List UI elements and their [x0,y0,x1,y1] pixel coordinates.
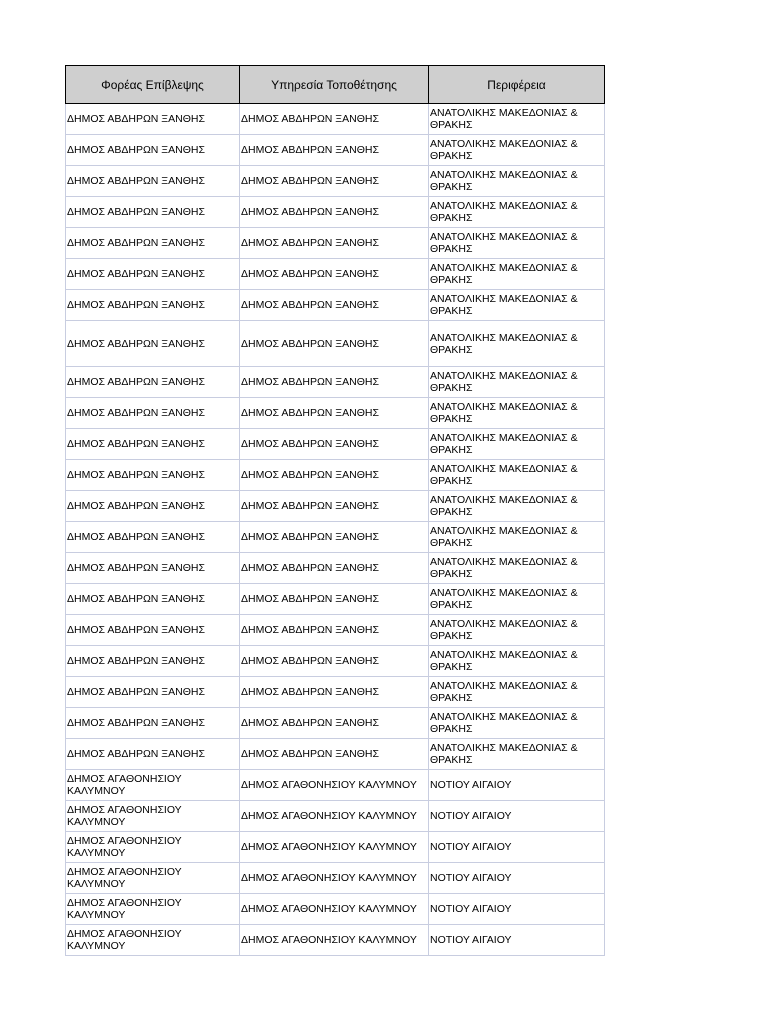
cell-foreas: ΔΗΜΟΣ ΑΓΑΘΟΝΗΣΙΟΥ ΚΑΛΥΜΝΟΥ [66,863,240,894]
cell-ypiresia: ΔΗΜΟΣ ΑΒΔΗΡΩΝ ΞΑΝΘΗΣ [240,584,429,615]
table-row [66,460,605,491]
cell-ypiresia: ΔΗΜΟΣ ΑΓΑΘΟΝΗΣΙΟΥ ΚΑΛΥΜΝΟΥ [240,801,429,832]
cell-ypiresia: ΔΗΜΟΣ ΑΒΔΗΡΩΝ ΞΑΝΘΗΣ [240,398,429,429]
table-row [66,259,605,290]
table-row [66,166,605,197]
cell-ypiresia: ΔΗΜΟΣ ΑΒΔΗΡΩΝ ΞΑΝΘΗΣ [240,460,429,491]
cell-perifereia: ΝΟΤΙΟΥ ΑΙΓΑΙΟΥ [429,925,605,956]
cell-perifereia: ΑΝΑΤΟΛΙΚΗΣ ΜΑΚΕΔΟΝΙΑΣ & ΘΡΑΚΗΣ [429,290,605,321]
cell-ypiresia: ΔΗΜΟΣ ΑΒΔΗΡΩΝ ΞΑΝΘΗΣ [240,708,429,739]
cell-perifereia: ΑΝΑΤΟΛΙΚΗΣ ΜΑΚΕΔΟΝΙΑΣ & ΘΡΑΚΗΣ [429,615,605,646]
table-row [66,677,605,708]
cell-ypiresia: ΔΗΜΟΣ ΑΒΔΗΡΩΝ ΞΑΝΘΗΣ [240,491,429,522]
cell-foreas: ΔΗΜΟΣ ΑΒΔΗΡΩΝ ΞΑΝΘΗΣ [66,615,240,646]
cell-ypiresia: ΔΗΜΟΣ ΑΓΑΘΟΝΗΣΙΟΥ ΚΑΛΥΜΝΟΥ [240,925,429,956]
cell-foreas: ΔΗΜΟΣ ΑΒΔΗΡΩΝ ΞΑΝΘΗΣ [66,104,240,135]
cell-foreas: ΔΗΜΟΣ ΑΒΔΗΡΩΝ ΞΑΝΘΗΣ [66,708,240,739]
cell-perifereia: ΑΝΑΤΟΛΙΚΗΣ ΜΑΚΕΔΟΝΙΑΣ & ΘΡΑΚΗΣ [429,708,605,739]
header-ypiresia: Υπηρεσία Τοποθέτησης [240,66,429,104]
table-row [66,925,605,956]
table-row [66,104,605,135]
cell-foreas: ΔΗΜΟΣ ΑΒΔΗΡΩΝ ΞΑΝΘΗΣ [66,398,240,429]
cell-ypiresia: ΔΗΜΟΣ ΑΒΔΗΡΩΝ ΞΑΝΘΗΣ [240,429,429,460]
table-row [66,615,605,646]
cell-perifereia: ΝΟΤΙΟΥ ΑΙΓΑΙΟΥ [429,770,605,801]
cell-perifereia: ΑΝΑΤΟΛΙΚΗΣ ΜΑΚΕΔΟΝΙΑΣ & ΘΡΑΚΗΣ [429,398,605,429]
cell-foreas: ΔΗΜΟΣ ΑΒΔΗΡΩΝ ΞΑΝΘΗΣ [66,522,240,553]
cell-foreas: ΔΗΜΟΣ ΑΒΔΗΡΩΝ ΞΑΝΘΗΣ [66,646,240,677]
cell-perifereia: ΝΟΤΙΟΥ ΑΙΓΑΙΟΥ [429,863,605,894]
table-row [66,863,605,894]
cell-perifereia: ΝΟΤΙΟΥ ΑΙΓΑΙΟΥ [429,801,605,832]
table-row [66,321,605,367]
cell-perifereia: ΑΝΑΤΟΛΙΚΗΣ ΜΑΚΕΔΟΝΙΑΣ & ΘΡΑΚΗΣ [429,460,605,491]
cell-perifereia: ΑΝΑΤΟΛΙΚΗΣ ΜΑΚΕΔΟΝΙΑΣ & ΘΡΑΚΗΣ [429,429,605,460]
cell-ypiresia: ΔΗΜΟΣ ΑΓΑΘΟΝΗΣΙΟΥ ΚΑΛΥΜΝΟΥ [240,832,429,863]
cell-perifereia: ΑΝΑΤΟΛΙΚΗΣ ΜΑΚΕΔΟΝΙΑΣ & ΘΡΑΚΗΣ [429,166,605,197]
cell-perifereia: ΑΝΑΤΟΛΙΚΗΣ ΜΑΚΕΔΟΝΙΑΣ & ΘΡΑΚΗΣ [429,739,605,770]
table-row [66,646,605,677]
cell-perifereia: ΑΝΑΤΟΛΙΚΗΣ ΜΑΚΕΔΟΝΙΑΣ & ΘΡΑΚΗΣ [429,646,605,677]
table-row [66,739,605,770]
cell-perifereia: ΑΝΑΤΟΛΙΚΗΣ ΜΑΚΕΔΟΝΙΑΣ & ΘΡΑΚΗΣ [429,584,605,615]
cell-ypiresia: ΔΗΜΟΣ ΑΒΔΗΡΩΝ ΞΑΝΘΗΣ [240,646,429,677]
cell-ypiresia: ΔΗΜΟΣ ΑΒΔΗΡΩΝ ΞΑΝΘΗΣ [240,197,429,228]
cell-foreas: ΔΗΜΟΣ ΑΒΔΗΡΩΝ ΞΑΝΘΗΣ [66,491,240,522]
cell-ypiresia: ΔΗΜΟΣ ΑΒΔΗΡΩΝ ΞΑΝΘΗΣ [240,321,429,367]
cell-foreas: ΔΗΜΟΣ ΑΒΔΗΡΩΝ ΞΑΝΘΗΣ [66,135,240,166]
cell-perifereia: ΑΝΑΤΟΛΙΚΗΣ ΜΑΚΕΔΟΝΙΑΣ & ΘΡΑΚΗΣ [429,259,605,290]
cell-foreas: ΔΗΜΟΣ ΑΒΔΗΡΩΝ ΞΑΝΘΗΣ [66,429,240,460]
table-row [66,894,605,925]
cell-perifereia: ΑΝΑΤΟΛΙΚΗΣ ΜΑΚΕΔΟΝΙΑΣ & ΘΡΑΚΗΣ [429,228,605,259]
cell-ypiresia: ΔΗΜΟΣ ΑΒΔΗΡΩΝ ΞΑΝΘΗΣ [240,615,429,646]
cell-foreas: ΔΗΜΟΣ ΑΒΔΗΡΩΝ ΞΑΝΘΗΣ [66,290,240,321]
cell-foreas: ΔΗΜΟΣ ΑΒΔΗΡΩΝ ΞΑΝΘΗΣ [66,259,240,290]
cell-perifereia: ΝΟΤΙΟΥ ΑΙΓΑΙΟΥ [429,832,605,863]
header-row [66,66,605,104]
cell-perifereia: ΑΝΑΤΟΛΙΚΗΣ ΜΑΚΕΔΟΝΙΑΣ & ΘΡΑΚΗΣ [429,491,605,522]
cell-foreas: ΔΗΜΟΣ ΑΒΔΗΡΩΝ ΞΑΝΘΗΣ [66,166,240,197]
header-perifereia: Περιφέρεια [429,66,605,104]
table-row [66,367,605,398]
table-row [66,832,605,863]
cell-foreas: ΔΗΜΟΣ ΑΓΑΘΟΝΗΣΙΟΥ ΚΑΛΥΜΝΟΥ [66,770,240,801]
cell-perifereia: ΑΝΑΤΟΛΙΚΗΣ ΜΑΚΕΔΟΝΙΑΣ & ΘΡΑΚΗΣ [429,522,605,553]
cell-ypiresia: ΔΗΜΟΣ ΑΒΔΗΡΩΝ ΞΑΝΘΗΣ [240,259,429,290]
cell-perifereia: ΑΝΑΤΟΛΙΚΗΣ ΜΑΚΕΔΟΝΙΑΣ & ΘΡΑΚΗΣ [429,553,605,584]
cell-perifereia: ΑΝΑΤΟΛΙΚΗΣ ΜΑΚΕΔΟΝΙΑΣ & ΘΡΑΚΗΣ [429,104,605,135]
table-row [66,135,605,166]
cell-foreas: ΔΗΜΟΣ ΑΒΔΗΡΩΝ ΞΑΝΘΗΣ [66,739,240,770]
cell-ypiresia: ΔΗΜΟΣ ΑΒΔΗΡΩΝ ΞΑΝΘΗΣ [240,290,429,321]
table-row [66,398,605,429]
cell-ypiresia: ΔΗΜΟΣ ΑΓΑΘΟΝΗΣΙΟΥ ΚΑΛΥΜΝΟΥ [240,863,429,894]
cell-foreas: ΔΗΜΟΣ ΑΒΔΗΡΩΝ ΞΑΝΘΗΣ [66,584,240,615]
cell-foreas: ΔΗΜΟΣ ΑΒΔΗΡΩΝ ΞΑΝΘΗΣ [66,321,240,367]
cell-foreas: ΔΗΜΟΣ ΑΒΔΗΡΩΝ ΞΑΝΘΗΣ [66,553,240,584]
table-row [66,708,605,739]
cell-ypiresia: ΔΗΜΟΣ ΑΒΔΗΡΩΝ ΞΑΝΘΗΣ [240,104,429,135]
cell-ypiresia: ΔΗΜΟΣ ΑΓΑΘΟΝΗΣΙΟΥ ΚΑΛΥΜΝΟΥ [240,894,429,925]
cell-ypiresia: ΔΗΜΟΣ ΑΓΑΘΟΝΗΣΙΟΥ ΚΑΛΥΜΝΟΥ [240,770,429,801]
header-foreas: Φορέας Επίβλεψης [66,66,240,104]
table-row [66,197,605,228]
cell-foreas: ΔΗΜΟΣ ΑΒΔΗΡΩΝ ΞΑΝΘΗΣ [66,677,240,708]
cell-perifereia: ΑΝΑΤΟΛΙΚΗΣ ΜΑΚΕΔΟΝΙΑΣ & ΘΡΑΚΗΣ [429,367,605,398]
table-row [66,584,605,615]
cell-foreas: ΔΗΜΟΣ ΑΒΔΗΡΩΝ ΞΑΝΘΗΣ [66,460,240,491]
cell-foreas: ΔΗΜΟΣ ΑΓΑΘΟΝΗΣΙΟΥ ΚΑΛΥΜΝΟΥ [66,894,240,925]
data-table [65,65,605,956]
cell-foreas: ΔΗΜΟΣ ΑΓΑΘΟΝΗΣΙΟΥ ΚΑΛΥΜΝΟΥ [66,801,240,832]
cell-ypiresia: ΔΗΜΟΣ ΑΒΔΗΡΩΝ ΞΑΝΘΗΣ [240,739,429,770]
table-row [66,553,605,584]
table-row [66,429,605,460]
table-row [66,491,605,522]
table-row [66,770,605,801]
cell-foreas: ΔΗΜΟΣ ΑΓΑΘΟΝΗΣΙΟΥ ΚΑΛΥΜΝΟΥ [66,832,240,863]
table-row [66,290,605,321]
cell-perifereia: ΑΝΑΤΟΛΙΚΗΣ ΜΑΚΕΔΟΝΙΑΣ & ΘΡΑΚΗΣ [429,677,605,708]
spreadsheet-page [65,65,604,956]
cell-perifereia: ΑΝΑΤΟΛΙΚΗΣ ΜΑΚΕΔΟΝΙΑΣ & ΘΡΑΚΗΣ [429,197,605,228]
cell-foreas: ΔΗΜΟΣ ΑΒΔΗΡΩΝ ΞΑΝΘΗΣ [66,197,240,228]
table-row [66,522,605,553]
cell-ypiresia: ΔΗΜΟΣ ΑΒΔΗΡΩΝ ΞΑΝΘΗΣ [240,677,429,708]
cell-ypiresia: ΔΗΜΟΣ ΑΒΔΗΡΩΝ ΞΑΝΘΗΣ [240,166,429,197]
cell-ypiresia: ΔΗΜΟΣ ΑΒΔΗΡΩΝ ΞΑΝΘΗΣ [240,522,429,553]
cell-perifereia: ΝΟΤΙΟΥ ΑΙΓΑΙΟΥ [429,894,605,925]
table-row [66,228,605,259]
cell-ypiresia: ΔΗΜΟΣ ΑΒΔΗΡΩΝ ΞΑΝΘΗΣ [240,228,429,259]
cell-ypiresia: ΔΗΜΟΣ ΑΒΔΗΡΩΝ ΞΑΝΘΗΣ [240,367,429,398]
cell-ypiresia: ΔΗΜΟΣ ΑΒΔΗΡΩΝ ΞΑΝΘΗΣ [240,553,429,584]
table-row [66,801,605,832]
cell-perifereia: ΑΝΑΤΟΛΙΚΗΣ ΜΑΚΕΔΟΝΙΑΣ & ΘΡΑΚΗΣ [429,321,605,367]
cell-foreas: ΔΗΜΟΣ ΑΒΔΗΡΩΝ ΞΑΝΘΗΣ [66,367,240,398]
cell-perifereia: ΑΝΑΤΟΛΙΚΗΣ ΜΑΚΕΔΟΝΙΑΣ & ΘΡΑΚΗΣ [429,135,605,166]
cell-ypiresia: ΔΗΜΟΣ ΑΒΔΗΡΩΝ ΞΑΝΘΗΣ [240,135,429,166]
cell-foreas: ΔΗΜΟΣ ΑΒΔΗΡΩΝ ΞΑΝΘΗΣ [66,228,240,259]
cell-foreas: ΔΗΜΟΣ ΑΓΑΘΟΝΗΣΙΟΥ ΚΑΛΥΜΝΟΥ [66,925,240,956]
